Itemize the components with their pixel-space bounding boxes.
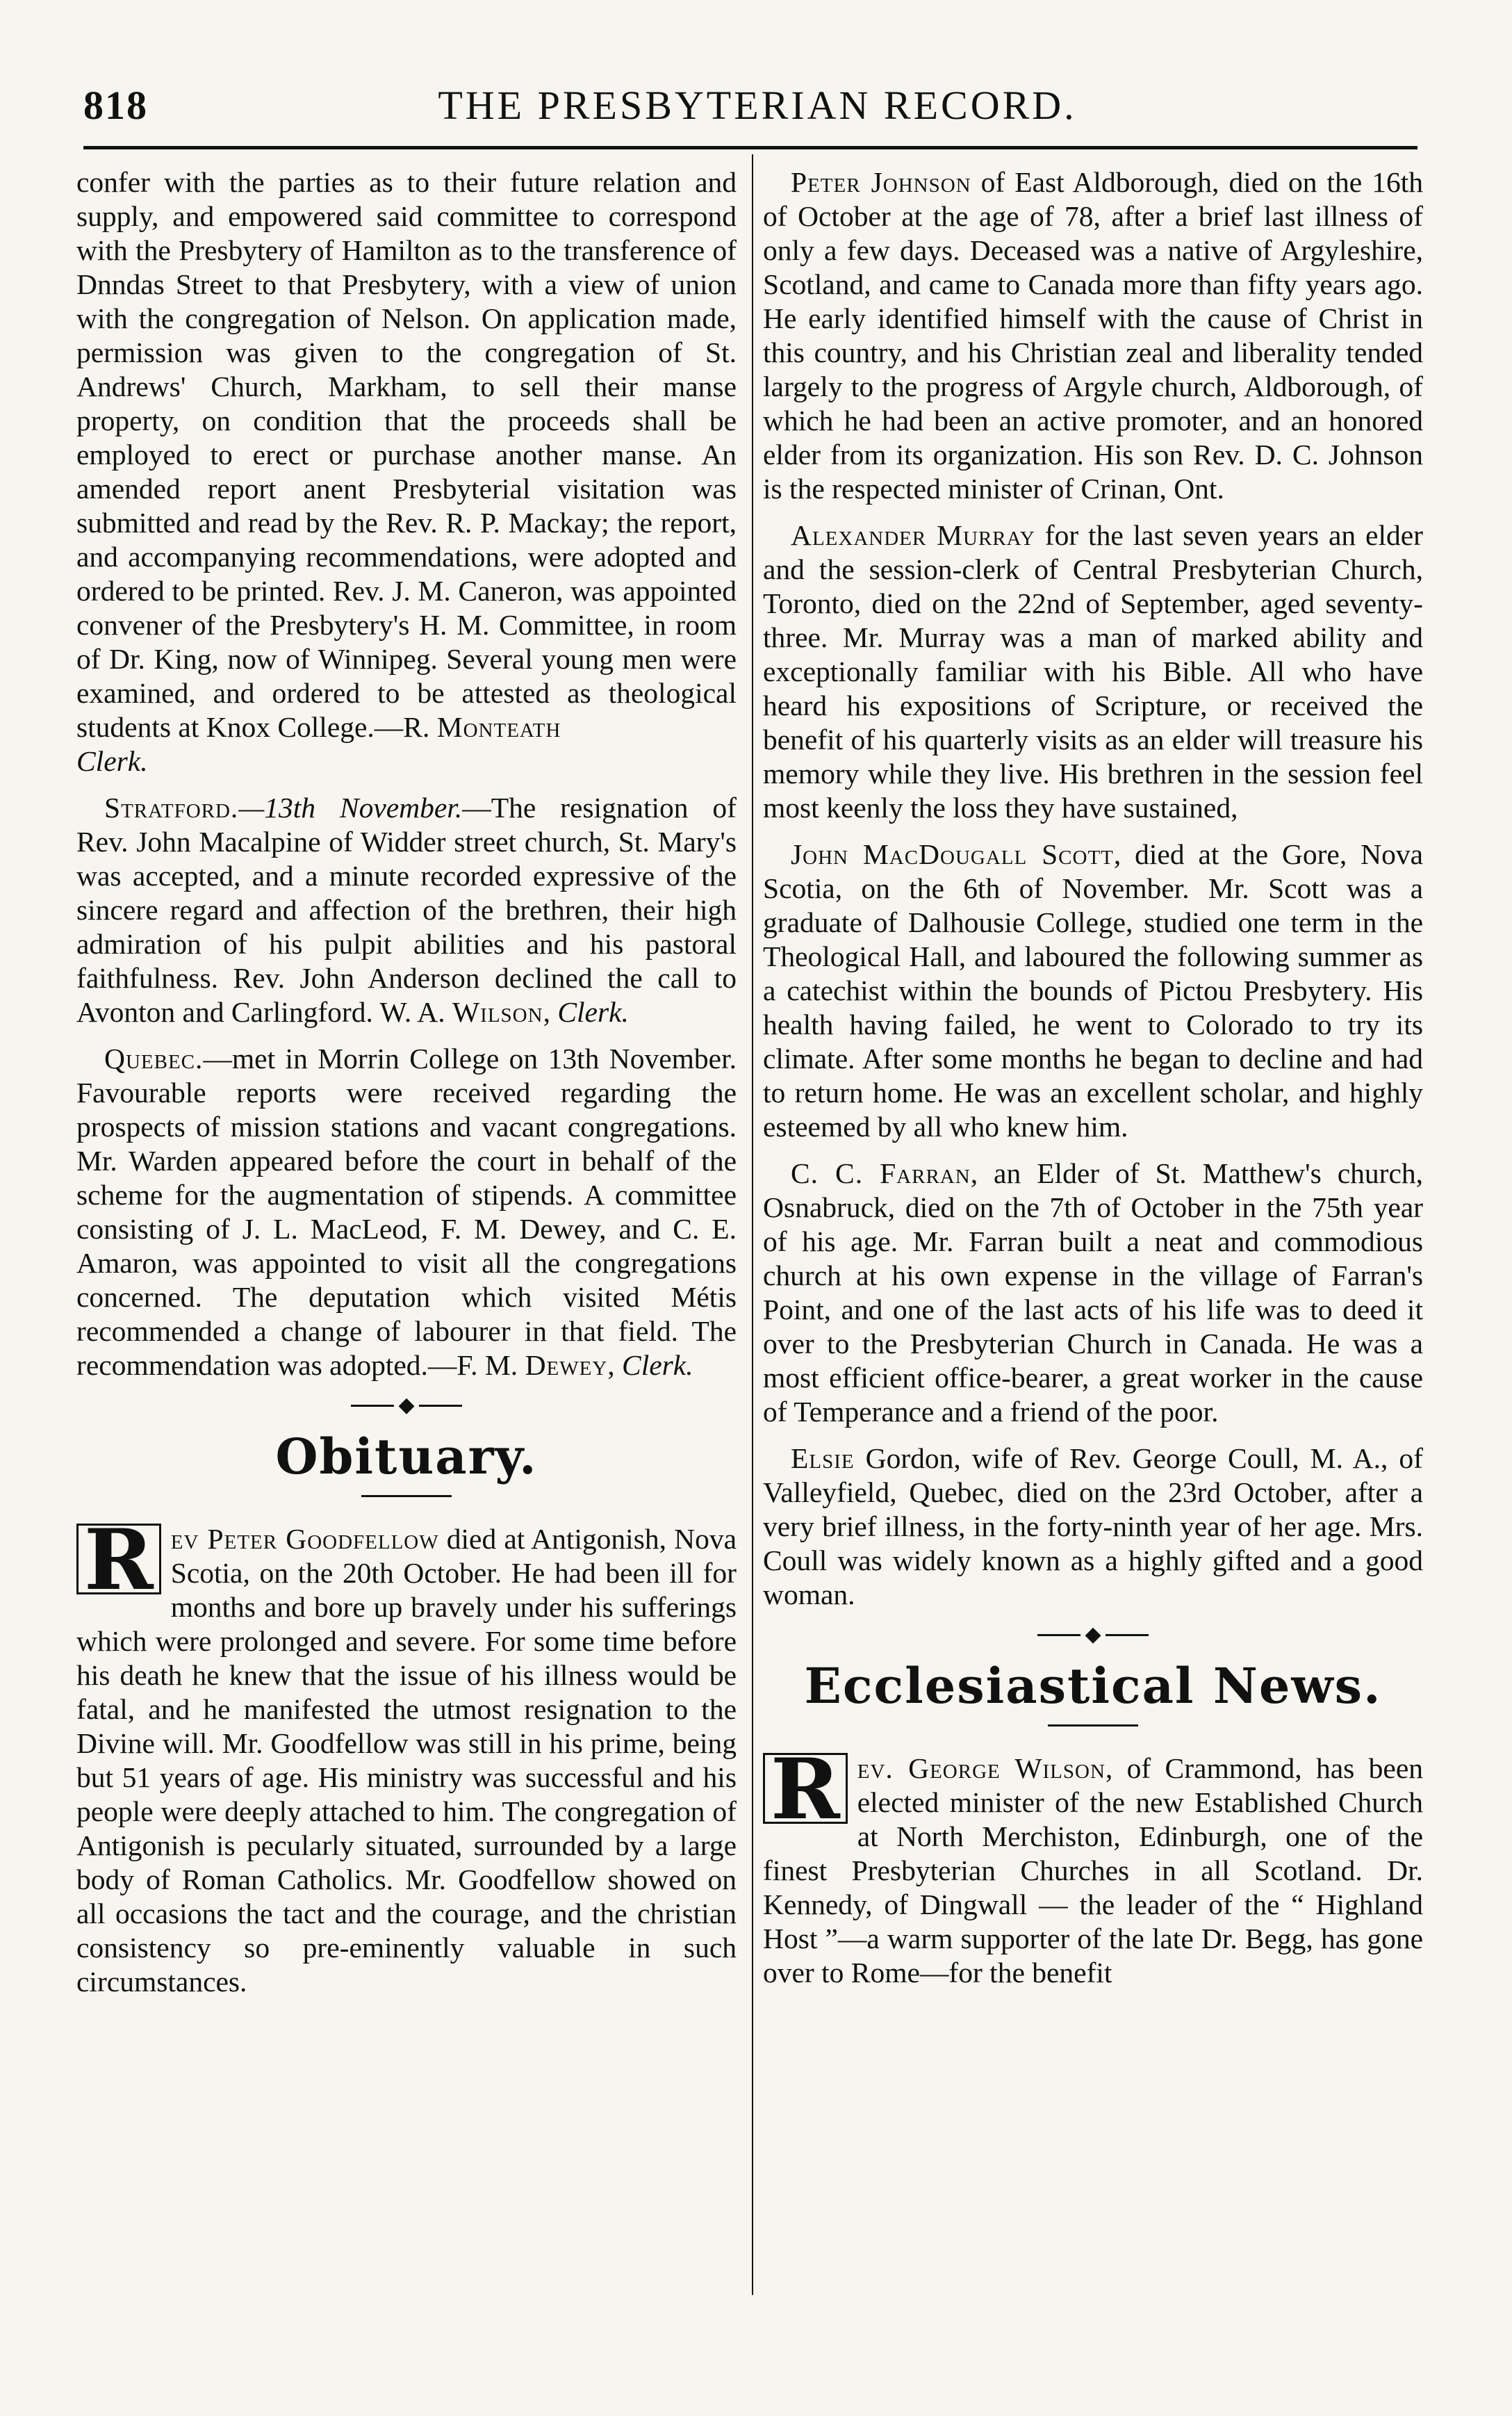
report-lead: Stratford. bbox=[104, 792, 239, 824]
heading-rule bbox=[1048, 1724, 1138, 1727]
left-column bbox=[76, 165, 737, 2011]
drop-cap: R bbox=[76, 1524, 161, 1594]
obituary-scott: John MacDougall Scott, died at the Gore, Nova Scotia, on the 6th of November. Mr. Scott was a graduate of Dalhousie College, studied one term in the Theological Hall, and laboured the following summer as a catechist within the bounds of Pictou Presbytery. His health having failed, he went to Colorado to try its climate. After some months he began to decline and had to return home. He was an excellent scholar, and highly esteemed by all who knew him. bbox=[763, 838, 1423, 1143]
obituary-goodfellow: R ev Peter Goodfellow died at Antigonish, Nova Scotia, on the 20th October. He had been ill for months and bore up bravely under his sufferings which were prolonged and severe. For some time before his death he knew that the issue of his illness would be fatal, and he manifested the utmost resignation to the Divine will. Mr. Goodfellow was still in his prime, being but 51 years of age. His ministry was successful and his people were deeply attached to him. The congregation of Antigonish is pecularly situated, surrounded by a large body of Roman Catholics. Mr. Goodfellow showed on all occasions the tact and the courage, and the christian consistency so pre-eminently valuable in such circumstances. bbox=[76, 1511, 737, 1998]
stratford-report: Stratford.—13th November.—The resignation of Rev. John Macalpine of Widder street church, St. Mary's was accepted, and a minute recorded expressive of the sincere regard and affection of the brethren, their high admiration of his pulpit abilities and his pastoral faithfulness. Rev. John Anderson declined the call to Avonton and Carlingford. W. A. Wilson, Clerk. bbox=[76, 792, 737, 1028]
signature-name: Wilson bbox=[452, 996, 543, 1028]
obituary-johnson: Peter Johnson of East Aldborough, died on the 16th of October at the age of 78, after a brief last illness of only a few days. Deceased was a native of Argyleshire, Scotland, and came to Canada more than fifty years ago. He early identified himself with the cause of Christ in this country, and his Christian zeal and liberality tended largely to the progress of Argyle church, Aldborough, of which he had been an active promoter, and an honored elder from its organization. His son Rev. D. C. Johnson is the respected minister of Crinan, Ont. bbox=[763, 166, 1424, 505]
quebec-report: Quebec.—met in Morrin College on 13th November. Favourable reports were received regarding the prospects of mission stations and vacant congregations. Mr. Warden appeared before the court in behalf of the scheme for the augmentation of stipends. A committee consisting of J. L. MacLeod, F. M. Dewey, and C. E. Amaron, was appointed to visit all the congregations concerned. The deputation which visited Métis recommended a change of labourer in that field. The recommendation was adopted.—F. M. Dewey, Clerk. bbox=[76, 1043, 737, 1381]
news-lead: ev. George Wilson bbox=[857, 1752, 1106, 1784]
obituary-heading: Obituary. bbox=[275, 1428, 538, 1485]
drop-cap: R bbox=[763, 1753, 848, 1824]
ecclesiastical-news-heading: Ecclesiastical News. bbox=[804, 1657, 1382, 1715]
column-divider bbox=[752, 154, 753, 2295]
presbytery-report-continued: confer with the parties as to their future relation and supply, and empowered said committee to correspond with the Presbytery of Hamilton as to the transference of Dnndas Street to that Presbytery, with a view of union with the congregation of Nelson. On application made, permission was given to the congregation of St. Andrews' Church, Markham, to sell their manse property, on condition that the proceeds shall be employed to erect or purchase another manse. An amended report anent Presbyterial visitation was submitted and read by the Rev. R. P. Mackay; the report, and accompanying recommendations, were adopted and ordered to be printed. Rev. J. M. Caneron, was appointed convener of the Presbytery's H. M. Committee, in room of Dr. King, now of Winnipeg. Several young men were examined, and ordered to be attested as theological students at Knox College.—R. Monteath Clerk. bbox=[76, 166, 737, 777]
obituary-lead: Peter Johnson bbox=[791, 166, 971, 198]
obituary-lead: C. C. Farran bbox=[791, 1157, 971, 1189]
page-header bbox=[83, 82, 1431, 145]
running-title: THE PRESBYTERIAN RECORD. bbox=[438, 83, 1077, 128]
obituary-coull: Elsie Gordon, wife of Rev. George Coull, M. A., of Valleyfield, Quebec, died on the 23rd October, after a very brief illness, in the forty-ninth year of her age. Mrs. Coull was widely known as a highly gifted and a good woman. bbox=[763, 1442, 1423, 1610]
obituary-lead: John MacDougall Scott bbox=[791, 838, 1114, 870]
page-number: 818 bbox=[83, 83, 148, 128]
news-wilson: R ev. George Wilson, of Crammond, has been elected minister of the new Established Church at North Merchiston, Edinburgh, one of the finest Presbyterian Churches in all Scotland. Dr. Kennedy, of Dingwall — the leader of the “ Highland Host ”—a warm supporter of the late Dr. Begg, has gone over to Rome—for the benefit bbox=[763, 1740, 1424, 1989]
obituary-lead: ev Peter Goodfellow bbox=[170, 1523, 439, 1555]
signature-name: Dewey bbox=[525, 1349, 608, 1381]
report-lead: Quebec. bbox=[104, 1043, 204, 1075]
section-ornament: ◆ bbox=[1037, 1624, 1149, 1645]
obituary-lead: Elsie bbox=[791, 1442, 855, 1474]
obituary-farran: C. C. Farran, an Elder of St. Matthew's church, Osnabruck, died on the 7th of October in the 75th year of his age. Mr. Farran built a neat and commodious church at his own expense in the village of Farran's Point, and one of the last acts of his life was to deed it over to the Presbyterian Church in Canada. He was a most efficient office-bearer, a great worker in the cause of Temperance and a friend of the poor. bbox=[763, 1157, 1423, 1428]
heading-rule bbox=[361, 1495, 452, 1497]
signature-role: Clerk. bbox=[76, 745, 148, 777]
signature-name: Monteath bbox=[436, 711, 561, 743]
header-rule bbox=[83, 146, 1418, 149]
signature-role: Clerk. bbox=[557, 996, 629, 1028]
right-column bbox=[763, 165, 1423, 2002]
obituary-murray: Alexander Murray for the last seven years an elder and the session-clerk of Central Presbyterian Church, Toronto, died on the 22nd of September, aged seventy-three. Mr. Murray was a man of marked ability and exceptionally familiar with his Bible. All who have heard his expositions of Scripture, or received the benefit of his quarterly visits as an elder will treasure his memory while they live. His brethren in the session feel most keenly the loss they have sustained, bbox=[763, 519, 1423, 824]
section-ornament: ◆ bbox=[351, 1395, 462, 1416]
obituary-lead: Alexander Murray bbox=[791, 519, 1035, 551]
signature-role: Clerk. bbox=[622, 1349, 693, 1381]
report-date: —13th November. bbox=[238, 792, 463, 824]
